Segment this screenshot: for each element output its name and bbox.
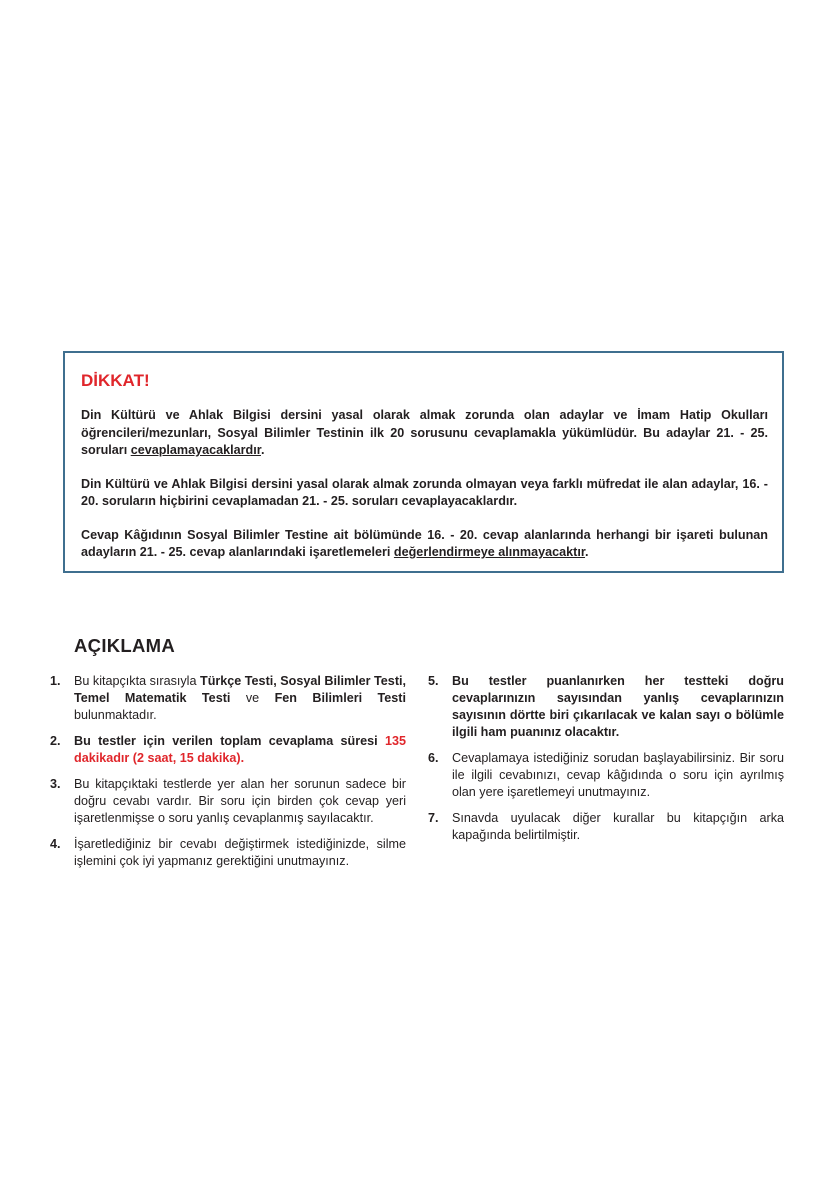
dikkat-p3-end: . (585, 545, 589, 559)
list-item-5 (428, 673, 784, 741)
list-item-6 (428, 750, 784, 801)
item1-text-c: ve (230, 691, 275, 705)
item1-fen-bold: Fen Bilimleri Testi (274, 691, 406, 705)
dikkat-p3-text: Cevap Kâğıdının Sosyal Bilimler Testine ait bölümünde 16. - 20. cevap alanlarında herhangi bir işareti bulunan adayların 21. - 25. cevap alanlarındaki işaretlemeleri (81, 527, 768, 559)
item1-text-d: bulunmaktadır. (74, 708, 157, 722)
dikkat-p3-underlined: değerlendirmeye alınmayacaktır (393, 545, 586, 559)
item-number: 7. (428, 811, 439, 825)
item-text (74, 673, 406, 724)
item-number: 4. (50, 837, 61, 851)
dikkat-p1-text: Din Kültürü ve Ahlak Bilgisi dersini yasal olarak almak zorunda olan adaylar ve İmam Hatip Okulları öğrencileri/mezunları, Sosyal Bilimler Testinin ilk 20 sorusunu cevaplamakla yükümlüdür. Bu adaylar 21. - 25. soruları (81, 408, 768, 457)
dikkat-notice-box (63, 351, 784, 573)
list-item-3 (50, 776, 406, 827)
item-number: 6. (428, 751, 439, 765)
list-item-2 (50, 733, 406, 767)
item2-duration-red: 135 dakikadır (2 saat, 15 dakika). (74, 734, 406, 765)
dikkat-p1-underlined: cevaplamayacaklardır (130, 443, 261, 457)
aciklama-title: AÇIKLAMA (74, 635, 176, 656)
list-item-7 (428, 810, 784, 844)
list-item-1 (50, 673, 406, 724)
item-number: 3. (50, 777, 61, 791)
item-text: Cevaplamaya istediğiniz sorudan başlayabilirsiniz. Bir soru ile ilgili cevabınızı, cevap kâğıdında o soru için ayrılmış olan yere işaretlemeyi unutmayınız. (452, 751, 784, 799)
item-text: İşaretlediğiniz bir cevabı değiştirmek istediğinizde, silme işlemini çok iyi yapmanız gerektiğini unutmayınız. (74, 837, 406, 868)
dikkat-title: DİKKAT! (81, 371, 150, 390)
item2-text-a: Bu testler için verilen toplam cevaplama süresi (74, 734, 385, 748)
list-item-4 (50, 836, 406, 870)
dikkat-p1-end: . (260, 443, 265, 457)
item-number: 2. (50, 734, 61, 748)
item-text: Bu kitapçıktaki testlerde yer alan her sorunun sadece bir doğru cevabı vardır. Bir soru için birden çok cevap yeri işaretlenmişse o soru yanlış cevaplanmış sayılacaktır. (74, 777, 406, 825)
item1-text-a: Bu kitapçıkta sırasıyla (74, 674, 200, 688)
item-text (74, 733, 406, 767)
aciklama-right-column (428, 673, 784, 853)
item-text: Bu testler puanlanırken her testteki doğru cevaplarınızın sayısından yanlış cevaplarınızın sayısının dörtte biri çıkarılacak ve kalan sayı o bölümle ilgili ham puanınız olacaktır. (452, 674, 784, 739)
item-number: 5. (428, 674, 439, 688)
dikkat-paragraph-1 (81, 407, 768, 460)
item1-tests-bold: Türkçe Testi, Sosyal Bilimler Testi, Temel Matematik Testi (74, 674, 407, 705)
aciklama-left-column (50, 673, 406, 879)
dikkat-paragraph-2: Din Kültürü ve Ahlak Bilgisi dersini yasal olarak almak zorunda olmayan veya farklı müfredat ile alan adaylar, 16. - 20. soruların hiçbirini cevaplamadan 21. - 25. soruları cevaplayacaklardır. (81, 476, 768, 508)
dikkat-paragraph-3 (81, 527, 768, 562)
item-number: 1. (50, 674, 61, 688)
item-text: Sınavda uyulacak diğer kurallar bu kitapçığın arka kapağında belirtilmiştir. (452, 811, 784, 842)
